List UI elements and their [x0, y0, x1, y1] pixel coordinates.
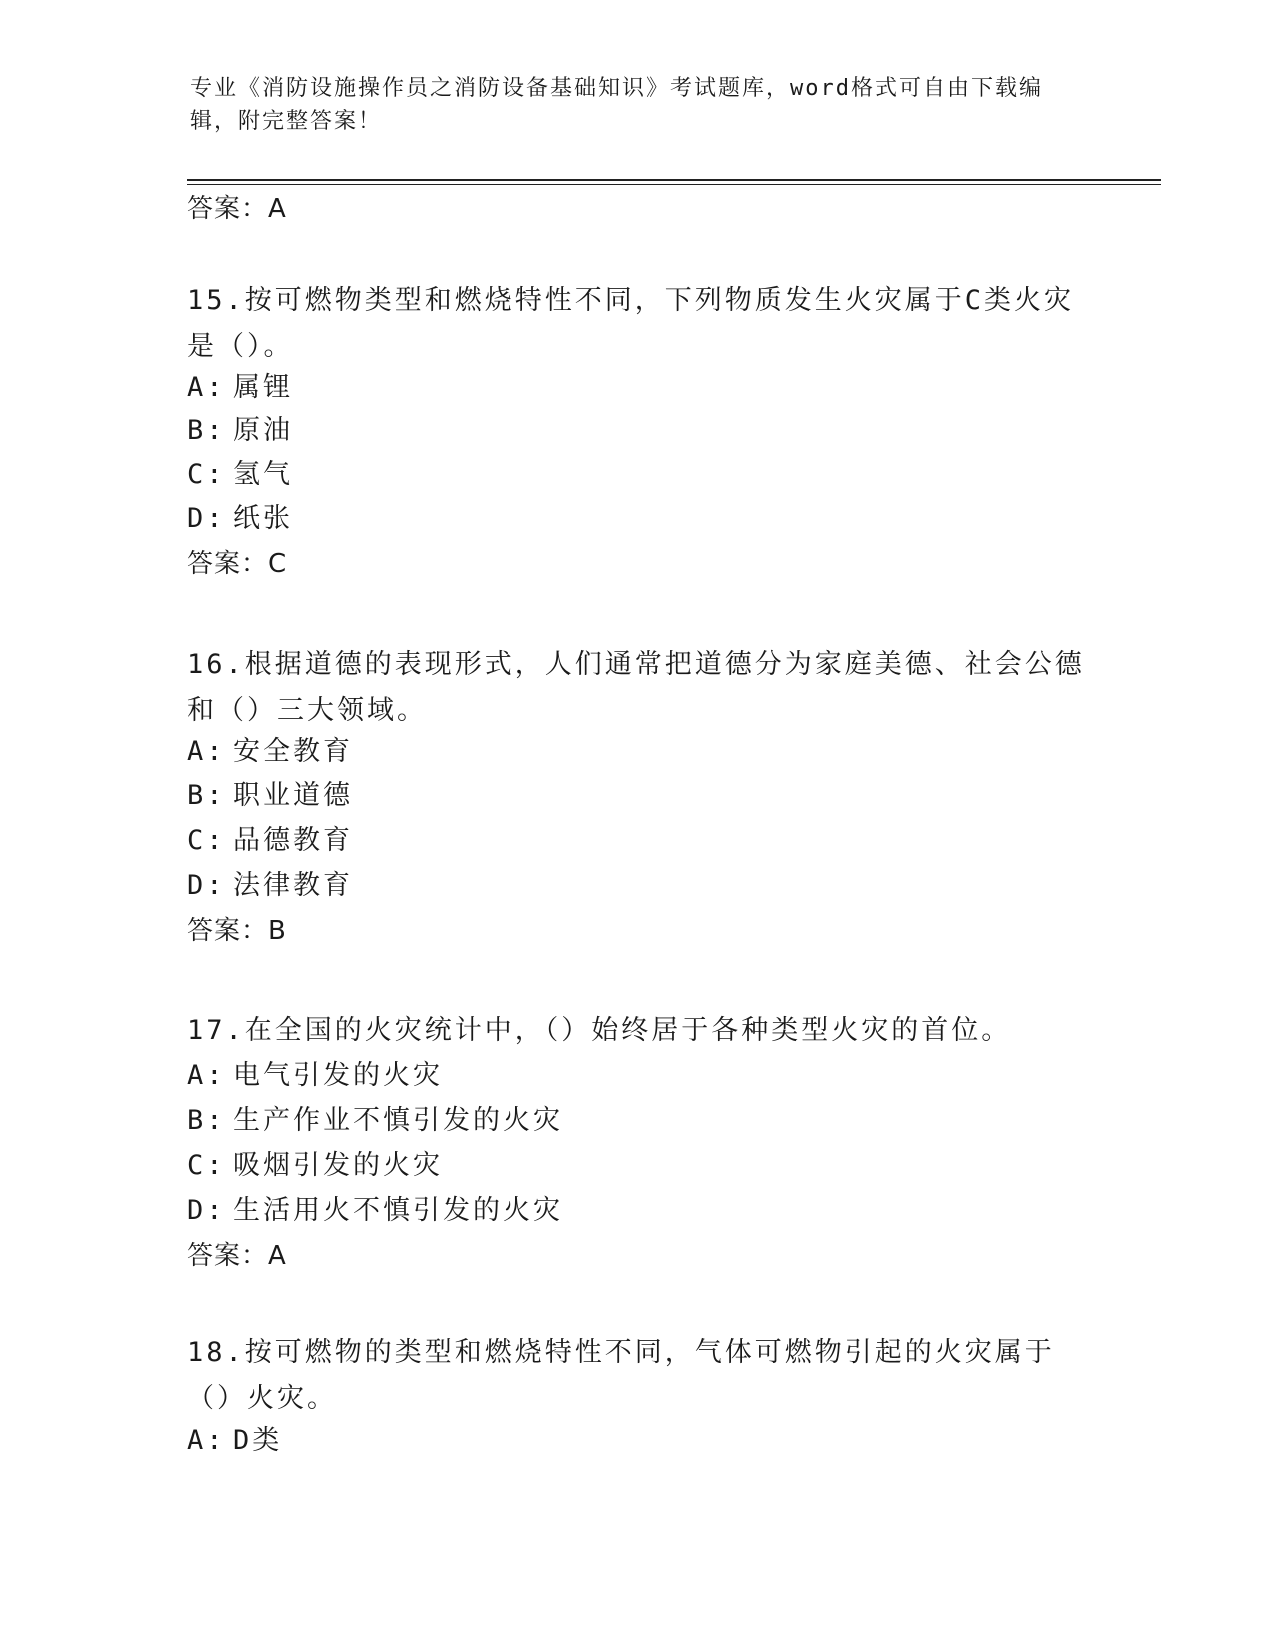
- option-text: 品德教育: [233, 825, 353, 856]
- option-text: 纸张: [233, 503, 293, 534]
- option-d: [187, 502, 293, 536]
- option-a: [187, 1059, 443, 1093]
- option-key: A:: [187, 372, 226, 403]
- option-a: [187, 371, 293, 405]
- option-text: 安全教育: [233, 736, 353, 767]
- option-c: [187, 824, 353, 858]
- option-key: C:: [187, 825, 226, 856]
- option-text: 职业道德: [233, 780, 353, 811]
- option-key: A:: [187, 1060, 226, 1091]
- option-key: D:: [187, 870, 226, 901]
- option-c: [187, 1149, 443, 1183]
- answer-line: 答案：C: [187, 549, 288, 579]
- option-d: [187, 869, 353, 903]
- option-b: [187, 779, 353, 813]
- option-key: A:: [187, 1425, 226, 1456]
- option-key: C:: [187, 1150, 226, 1181]
- option-d: [187, 1194, 563, 1228]
- option-text: 属锂: [233, 372, 293, 403]
- option-text: 氢气: [233, 459, 293, 490]
- option-text: 法律教育: [233, 870, 353, 901]
- answer-line: 答案：A: [187, 194, 287, 224]
- option-text: D类: [233, 1425, 283, 1456]
- answer-line: 答案：B: [187, 916, 287, 946]
- document-header: 专业《消防设施操作员之消防设备基础知识》考试题库，word格式可自由下载编辑，附完整答案！: [190, 76, 1043, 134]
- option-key: B:: [187, 780, 226, 811]
- header-divider-thick: [187, 179, 1161, 181]
- option-key: B:: [187, 415, 226, 446]
- answer-line: 答案：A: [187, 1241, 287, 1271]
- option-a: [187, 1424, 282, 1458]
- question-stem-18: 18.按可燃物的类型和燃烧特性不同，气体可燃物引起的火灾属于（）火灾。: [187, 1337, 1055, 1414]
- option-c: [187, 458, 293, 492]
- option-text: 生产作业不慎引发的火灾: [233, 1105, 563, 1136]
- header-divider-thin: [187, 184, 1161, 185]
- option-text: 电气引发的火灾: [233, 1060, 443, 1091]
- question-stem-16: 16.根据道德的表现形式，人们通常把道德分为家庭美德、社会公德和（）三大领域。: [187, 649, 1085, 726]
- question-stem-17: 17.在全国的火灾统计中，（）始终居于各种类型火灾的首位。: [187, 1015, 1012, 1046]
- option-a: [187, 735, 353, 769]
- option-key: C:: [187, 459, 226, 490]
- option-key: D:: [187, 503, 226, 534]
- option-key: A:: [187, 736, 226, 767]
- option-key: B:: [187, 1105, 226, 1136]
- option-b: [187, 414, 293, 448]
- option-key: D:: [187, 1195, 226, 1226]
- option-text: 生活用火不慎引发的火灾: [233, 1195, 563, 1226]
- question-stem-15: 15.按可燃物类型和燃烧特性不同，下列物质发生火灾属于C类火灾是（）。: [187, 285, 1075, 362]
- option-text: 原油: [233, 415, 293, 446]
- option-text: 吸烟引发的火灾: [233, 1150, 443, 1181]
- option-b: [187, 1104, 563, 1138]
